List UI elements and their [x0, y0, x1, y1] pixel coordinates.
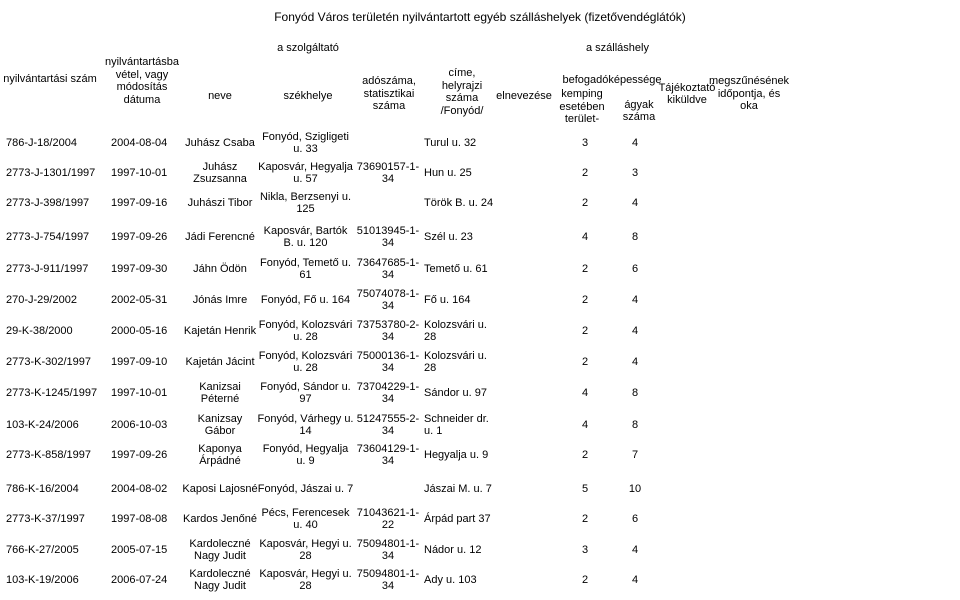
cell-address: Schneider dr. u. 1	[424, 412, 489, 437]
cell-address: Jászai M. u. 7	[424, 482, 492, 495]
cell-seat: Fonyód, Hegyalja u. 9	[262, 442, 349, 467]
group-lodging: a szálláshely	[586, 42, 649, 54]
cell-units: 2	[581, 448, 589, 461]
cell-seat: Fonyód, Várhegy u. 14	[257, 412, 354, 437]
cell-regnum: 103-K-24/2006	[6, 418, 79, 431]
table-row	[0, 285, 960, 315]
cell-seat: Kaposvár, Hegyi u. 28	[259, 537, 352, 562]
table-row	[0, 158, 960, 188]
cell-beds: 4	[631, 324, 639, 337]
table-row	[0, 410, 960, 440]
cell-regnum: 2773-J-1301/1997	[6, 166, 96, 179]
header-lodgename: elnevezése	[496, 89, 552, 102]
cell-beds: 4	[631, 543, 639, 556]
cell-address: Temető u. 61	[424, 262, 488, 275]
cell-name: Kaposi Lajosné	[182, 482, 258, 495]
cell-date: 1997-09-26	[111, 230, 168, 243]
cell-beds: 8	[631, 230, 639, 243]
table-row	[0, 254, 960, 284]
table-row	[0, 474, 960, 504]
cell-tax: 51247555-2-34	[356, 412, 420, 437]
cell-address: Kolozsvári u. 28	[424, 318, 487, 343]
cell-tax: 73753780-2-34	[356, 318, 420, 343]
page-title: Fonyód Város területén nyilvántartott egyéb szálláshelyek (fizetővendéglátók)	[274, 10, 686, 24]
cell-tax: 75074078-1-34	[356, 287, 420, 312]
cell-address: Hun u. 25	[424, 166, 472, 179]
cell-beds: 10	[628, 482, 642, 495]
table-row	[0, 347, 960, 377]
cell-address: Árpád part 37	[424, 512, 491, 525]
cell-name: Juhászi Tibor	[187, 196, 253, 209]
cell-tax: 71043621-1-22	[356, 506, 420, 531]
header-end: megszűnésének időpontja, és oka	[708, 75, 790, 113]
table-row	[0, 188, 960, 218]
cell-tax: 73690157-1-34	[356, 160, 420, 185]
cell-beds: 8	[631, 386, 639, 399]
table-header	[0, 36, 960, 126]
cell-tax: 75094801-1-34	[356, 567, 420, 592]
cell-units: 2	[581, 324, 589, 337]
header-tax: adószáma, statisztikai száma	[362, 75, 416, 113]
cell-seat: Nikla, Berzsenyi u. 125	[259, 190, 352, 215]
cell-units: 4	[581, 418, 589, 431]
cell-beds: 8	[631, 418, 639, 431]
cell-date: 1997-09-30	[111, 262, 168, 275]
table-row	[0, 504, 960, 534]
cell-name: Kanizsai Péterné	[199, 380, 241, 405]
cell-beds: 4	[631, 355, 639, 368]
cell-tax: 51013945-1-34	[356, 224, 420, 249]
cell-date: 1997-10-01	[111, 166, 168, 179]
cell-date: 1997-10-01	[111, 386, 168, 399]
header-beds: ágyak száma	[622, 98, 656, 123]
cell-units: 2	[581, 512, 589, 525]
cell-units: 2	[581, 196, 589, 209]
table-row	[0, 535, 960, 565]
table-row	[0, 440, 960, 470]
table-row	[0, 316, 960, 346]
cell-seat: Fonyód, Kolozsvári u. 28	[258, 318, 353, 343]
cell-units: 3	[581, 136, 589, 149]
cell-address: Turul u. 32	[424, 136, 477, 149]
header-address: címe, helyrajzi száma /Fonyód/	[440, 67, 484, 117]
cell-seat: Kaposvár, Bartók B. u. 120	[263, 224, 348, 249]
cell-regnum: 786-J-18/2004	[6, 136, 77, 149]
cell-regnum: 2773-J-398/1997	[6, 196, 90, 209]
cell-date: 1997-08-08	[111, 512, 168, 525]
cell-name: Kajetán Henrik	[183, 324, 257, 337]
cell-seat: Fonyód, Sándor u. 97	[260, 380, 351, 405]
header-capacity: befogadóképessége	[562, 73, 662, 86]
cell-regnum: 270-J-29/2002	[6, 293, 77, 306]
cell-beds: 6	[631, 512, 639, 525]
cell-tax: 75094801-1-34	[356, 537, 420, 562]
cell-regnum: 2773-K-1245/1997	[6, 386, 98, 399]
cell-seat: Fonyód, Kolozsvári u. 28	[258, 349, 353, 374]
header-date: nyilvántartásba vétel, vagy módosítás dátuma	[105, 56, 179, 106]
cell-beds: 7	[631, 448, 639, 461]
cell-units: 2	[581, 293, 589, 306]
table-row	[0, 222, 960, 252]
cell-date: 2002-05-31	[111, 293, 168, 306]
cell-name: Jáhn Ödön	[193, 262, 247, 275]
cell-units: 3	[581, 543, 589, 556]
cell-tax: 73604129-1-34	[356, 442, 420, 467]
cell-regnum: 766-K-27/2005	[6, 543, 79, 556]
cell-units: 4	[581, 230, 589, 243]
cell-seat: Pécs, Ferencesek u. 40	[261, 506, 350, 531]
cell-name: Kardoleczné Nagy Judit	[189, 567, 251, 592]
cell-units: 2	[581, 166, 589, 179]
cell-name: Kajetán Jácint	[185, 355, 255, 368]
cell-seat: Kaposvár, Hegyalja u. 57	[258, 160, 353, 185]
header-camping: kemping esetében terület-	[559, 88, 605, 126]
cell-tax	[355, 474, 421, 504]
cell-regnum: 2773-K-858/1997	[6, 448, 92, 461]
cell-beds: 4	[631, 196, 639, 209]
header-name: neve	[208, 89, 232, 102]
cell-regnum: 786-K-16/2004	[6, 482, 79, 495]
group-provider: a szolgáltató	[277, 42, 339, 54]
cell-address: Szél u. 23	[424, 230, 473, 243]
cell-units: 5	[581, 482, 589, 495]
cell-beds: 4	[631, 136, 639, 149]
header-seat: székhelye	[283, 89, 333, 102]
cell-tax: 73647685-1-34	[356, 256, 420, 281]
cell-name: Kanizsay Gábor	[197, 412, 243, 437]
cell-address: Ady u. 103	[424, 573, 477, 586]
cell-regnum: 2773-J-911/1997	[6, 262, 89, 275]
cell-name: Kardos Jenőné	[183, 512, 257, 525]
cell-address: Nádor u. 12	[424, 543, 482, 556]
cell-address: Fő u. 164	[424, 293, 471, 306]
cell-date: 1997-09-10	[111, 355, 168, 368]
cell-name: Jádi Ferencné	[185, 230, 255, 243]
cell-seat: Fonyód, Fő u. 164	[260, 293, 351, 306]
cell-beds: 3	[631, 166, 639, 179]
cell-address: Kolozsvári u. 28	[424, 349, 487, 374]
cell-name: Kardoleczné Nagy Judit	[189, 537, 251, 562]
table-row	[0, 128, 960, 158]
cell-beds: 6	[631, 262, 639, 275]
cell-date: 2006-10-03	[111, 418, 168, 431]
table-row	[0, 565, 960, 595]
header-info: Tájékoztató kiküldve	[658, 81, 716, 106]
cell-regnum: 2773-J-754/1997	[6, 230, 90, 243]
cell-seat: Fonyód, Jászai u. 7	[257, 482, 354, 495]
cell-tax	[355, 188, 421, 218]
cell-name: Kaponya Árpádné	[198, 442, 242, 467]
cell-date: 2004-08-02	[111, 482, 168, 495]
cell-tax	[355, 128, 421, 158]
cell-units: 2	[581, 573, 589, 586]
cell-regnum: 103-K-19/2006	[6, 573, 79, 586]
cell-address: Sándor u. 97	[424, 386, 487, 399]
header-regnum: nyilvántartási szám	[3, 72, 97, 85]
cell-date: 2005-07-15	[111, 543, 168, 556]
cell-address: Hegyalja u. 9	[424, 448, 489, 461]
cell-name: Juhász Csaba	[185, 136, 255, 149]
cell-address: Török B. u. 24	[424, 196, 494, 209]
cell-regnum: 2773-K-302/1997	[6, 355, 92, 368]
cell-seat: Fonyód, Szigligeti u. 33	[262, 130, 349, 155]
cell-units: 2	[581, 355, 589, 368]
cell-beds: 4	[631, 573, 639, 586]
cell-date: 1997-09-26	[111, 448, 168, 461]
cell-date: 2006-07-24	[111, 573, 168, 586]
cell-units: 2	[581, 262, 589, 275]
cell-name: Jónás Imre	[192, 293, 248, 306]
cell-date: 2004-08-04	[111, 136, 168, 149]
cell-beds: 4	[631, 293, 639, 306]
cell-tax: 75000136-1-34	[356, 349, 420, 374]
cell-date: 2000-05-16	[111, 324, 168, 337]
cell-units: 4	[581, 386, 589, 399]
cell-name: Juhász Zsuzsanna	[193, 160, 247, 185]
cell-regnum: 2773-K-37/1997	[6, 512, 85, 525]
cell-date: 1997-09-16	[111, 196, 168, 209]
cell-tax: 73704229-1-34	[356, 380, 420, 405]
cell-seat: Kaposvár, Hegyi u. 28	[259, 567, 352, 592]
cell-seat: Fonyód, Temető u. 61	[260, 256, 351, 281]
table-row	[0, 378, 960, 408]
cell-regnum: 29-K-38/2000	[6, 324, 73, 337]
